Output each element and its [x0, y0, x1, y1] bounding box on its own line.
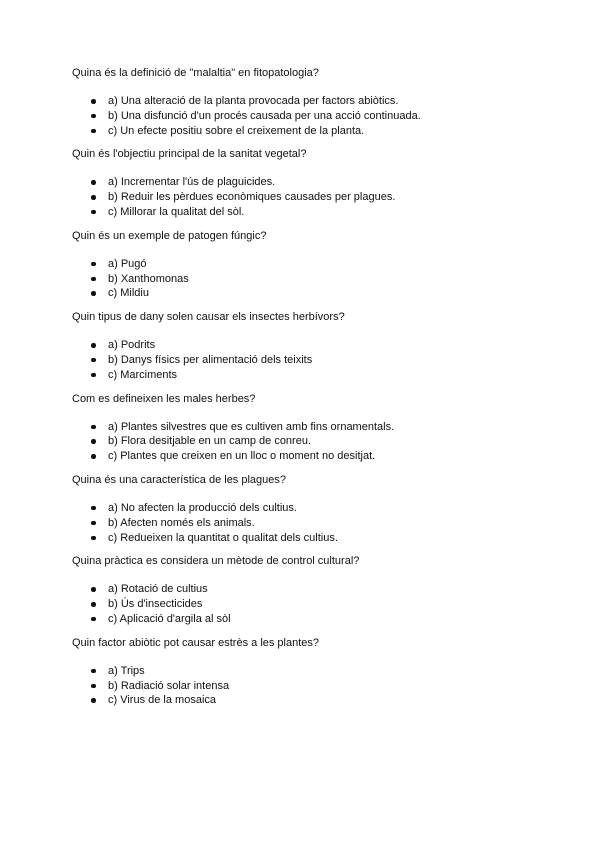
bullet-icon: [91, 277, 96, 282]
option-list: [72, 420, 552, 464]
option-item: [72, 516, 552, 531]
question-text: Quin és l'objectiu principal de la sanitat vegetal?: [72, 148, 307, 161]
question-text: Quin tipus de dany solen causar els insectes herbívors?: [72, 311, 345, 324]
option-item: [72, 286, 552, 301]
option-text: a) Podrits: [108, 339, 156, 352]
bullet-icon: [91, 587, 96, 592]
bullet-icon: [91, 425, 96, 430]
option-item: [72, 205, 552, 220]
bullet-icon: [91, 262, 96, 267]
option-item: [72, 338, 552, 353]
option-item: [72, 449, 552, 464]
option-item: [72, 612, 552, 627]
question-6: [72, 473, 552, 545]
option-list: [72, 664, 552, 708]
bullet-icon: [91, 454, 96, 459]
option-text: c) Aplicació d'argila al sòl: [108, 612, 231, 625]
option-text: c) Mildiu: [108, 287, 149, 300]
bullet-icon: [91, 521, 96, 526]
option-text: b) Xanthomonas: [108, 272, 189, 285]
bullet-icon: [91, 684, 96, 689]
question-text: Com es defineixen les males herbes?: [72, 392, 256, 405]
option-item: [72, 257, 552, 272]
option-text: a) Rotació de cultius: [108, 583, 208, 596]
option-list: [72, 175, 552, 219]
option-item: [72, 693, 552, 708]
question-8: [72, 636, 552, 708]
bullet-icon: [91, 669, 96, 674]
option-text: c) Marciments: [108, 368, 178, 381]
option-list: [72, 94, 552, 138]
option-item: [72, 94, 552, 109]
option-text: c) Plantes que creixen en un lloc o moment no desitjat.: [108, 450, 376, 463]
option-text: b) Reduir les pèrdues econòmiques causades per plagues.: [108, 191, 396, 204]
option-text: b) Radiació solar intensa: [108, 679, 230, 692]
option-text: b) Afecten només els animals.: [108, 516, 255, 529]
option-text: c) Millorar la qualitat del sòl.: [108, 205, 245, 218]
bullet-icon: [91, 536, 96, 541]
option-text: a) No afecten la producció dels cultius.: [108, 501, 297, 514]
question-4: [72, 310, 552, 382]
option-list: [72, 501, 552, 545]
bullet-icon: [91, 343, 96, 348]
question-text: Quina és una característica de les plagues?: [72, 473, 287, 486]
question-1: [72, 66, 552, 138]
bullet-icon: [91, 358, 96, 363]
option-item: [72, 582, 552, 597]
bullet-icon: [91, 291, 96, 296]
question-2: [72, 147, 552, 219]
option-item: [72, 175, 552, 190]
bullet-icon: [91, 129, 96, 134]
option-item: [72, 368, 552, 383]
option-text: a) Pugó: [108, 257, 147, 270]
option-list: [72, 582, 552, 626]
option-text: c) Un efecte positiu sobre el creixement de la planta.: [108, 124, 365, 137]
option-item: [72, 109, 552, 124]
bullet-icon: [91, 373, 96, 378]
question-text: Quin és un exemple de patogen fúngic?: [72, 229, 267, 242]
option-item: [72, 190, 552, 205]
bullet-icon: [91, 617, 96, 622]
question-text: Quin factor abiòtic pot causar estrès a les plantes?: [72, 636, 320, 649]
option-text: a) Trips: [108, 664, 145, 677]
option-item: [72, 272, 552, 287]
bullet-icon: [91, 602, 96, 607]
bullet-icon: [91, 506, 96, 511]
option-item: [72, 501, 552, 516]
option-text: a) Una alteració de la planta provocada per factors abiòtics.: [108, 95, 399, 107]
option-text: b) Danys físics per alimentació dels teixits: [108, 353, 313, 366]
option-text: c) Virus de la mosaica: [108, 694, 217, 707]
question-7: [72, 554, 552, 626]
bullet-icon: [91, 439, 96, 444]
question-text: Quina pràctica es considera un mètode de control cultural?: [72, 555, 360, 568]
bullet-icon: [91, 210, 96, 215]
bullet-icon: [91, 180, 96, 185]
question-3: [72, 229, 552, 301]
option-list: [72, 257, 552, 301]
option-text: c) Redueixen la quantitat o qualitat dels cultius.: [108, 531, 338, 544]
question-5: [72, 392, 552, 464]
bullet-icon: [91, 99, 96, 104]
option-item: [72, 434, 552, 449]
option-text: b) Flora desitjable en un camp de conreu.: [108, 435, 312, 448]
option-list: [72, 338, 552, 382]
option-item: [72, 679, 552, 694]
option-text: a) Plantes silvestres que es cultiven amb fins ornamentals.: [108, 420, 395, 433]
question-text: Quina és la definició de "malaltia" en fitopatologia?: [72, 67, 319, 79]
bullet-icon: [91, 698, 96, 703]
option-item: [72, 420, 552, 435]
option-text: a) Incrementar l'ús de plaguicides.: [108, 176, 276, 189]
bullet-icon: [91, 195, 96, 200]
option-text: b) Una disfunció d'un procés causada per una acció continuada.: [108, 109, 421, 122]
option-item: [72, 664, 552, 679]
quiz-document: [72, 66, 552, 717]
option-item: [72, 597, 552, 612]
option-text: b) Ús d'insecticides: [108, 598, 203, 611]
option-item: [72, 353, 552, 368]
option-item: [72, 124, 552, 139]
bullet-icon: [91, 114, 96, 119]
option-item: [72, 531, 552, 546]
